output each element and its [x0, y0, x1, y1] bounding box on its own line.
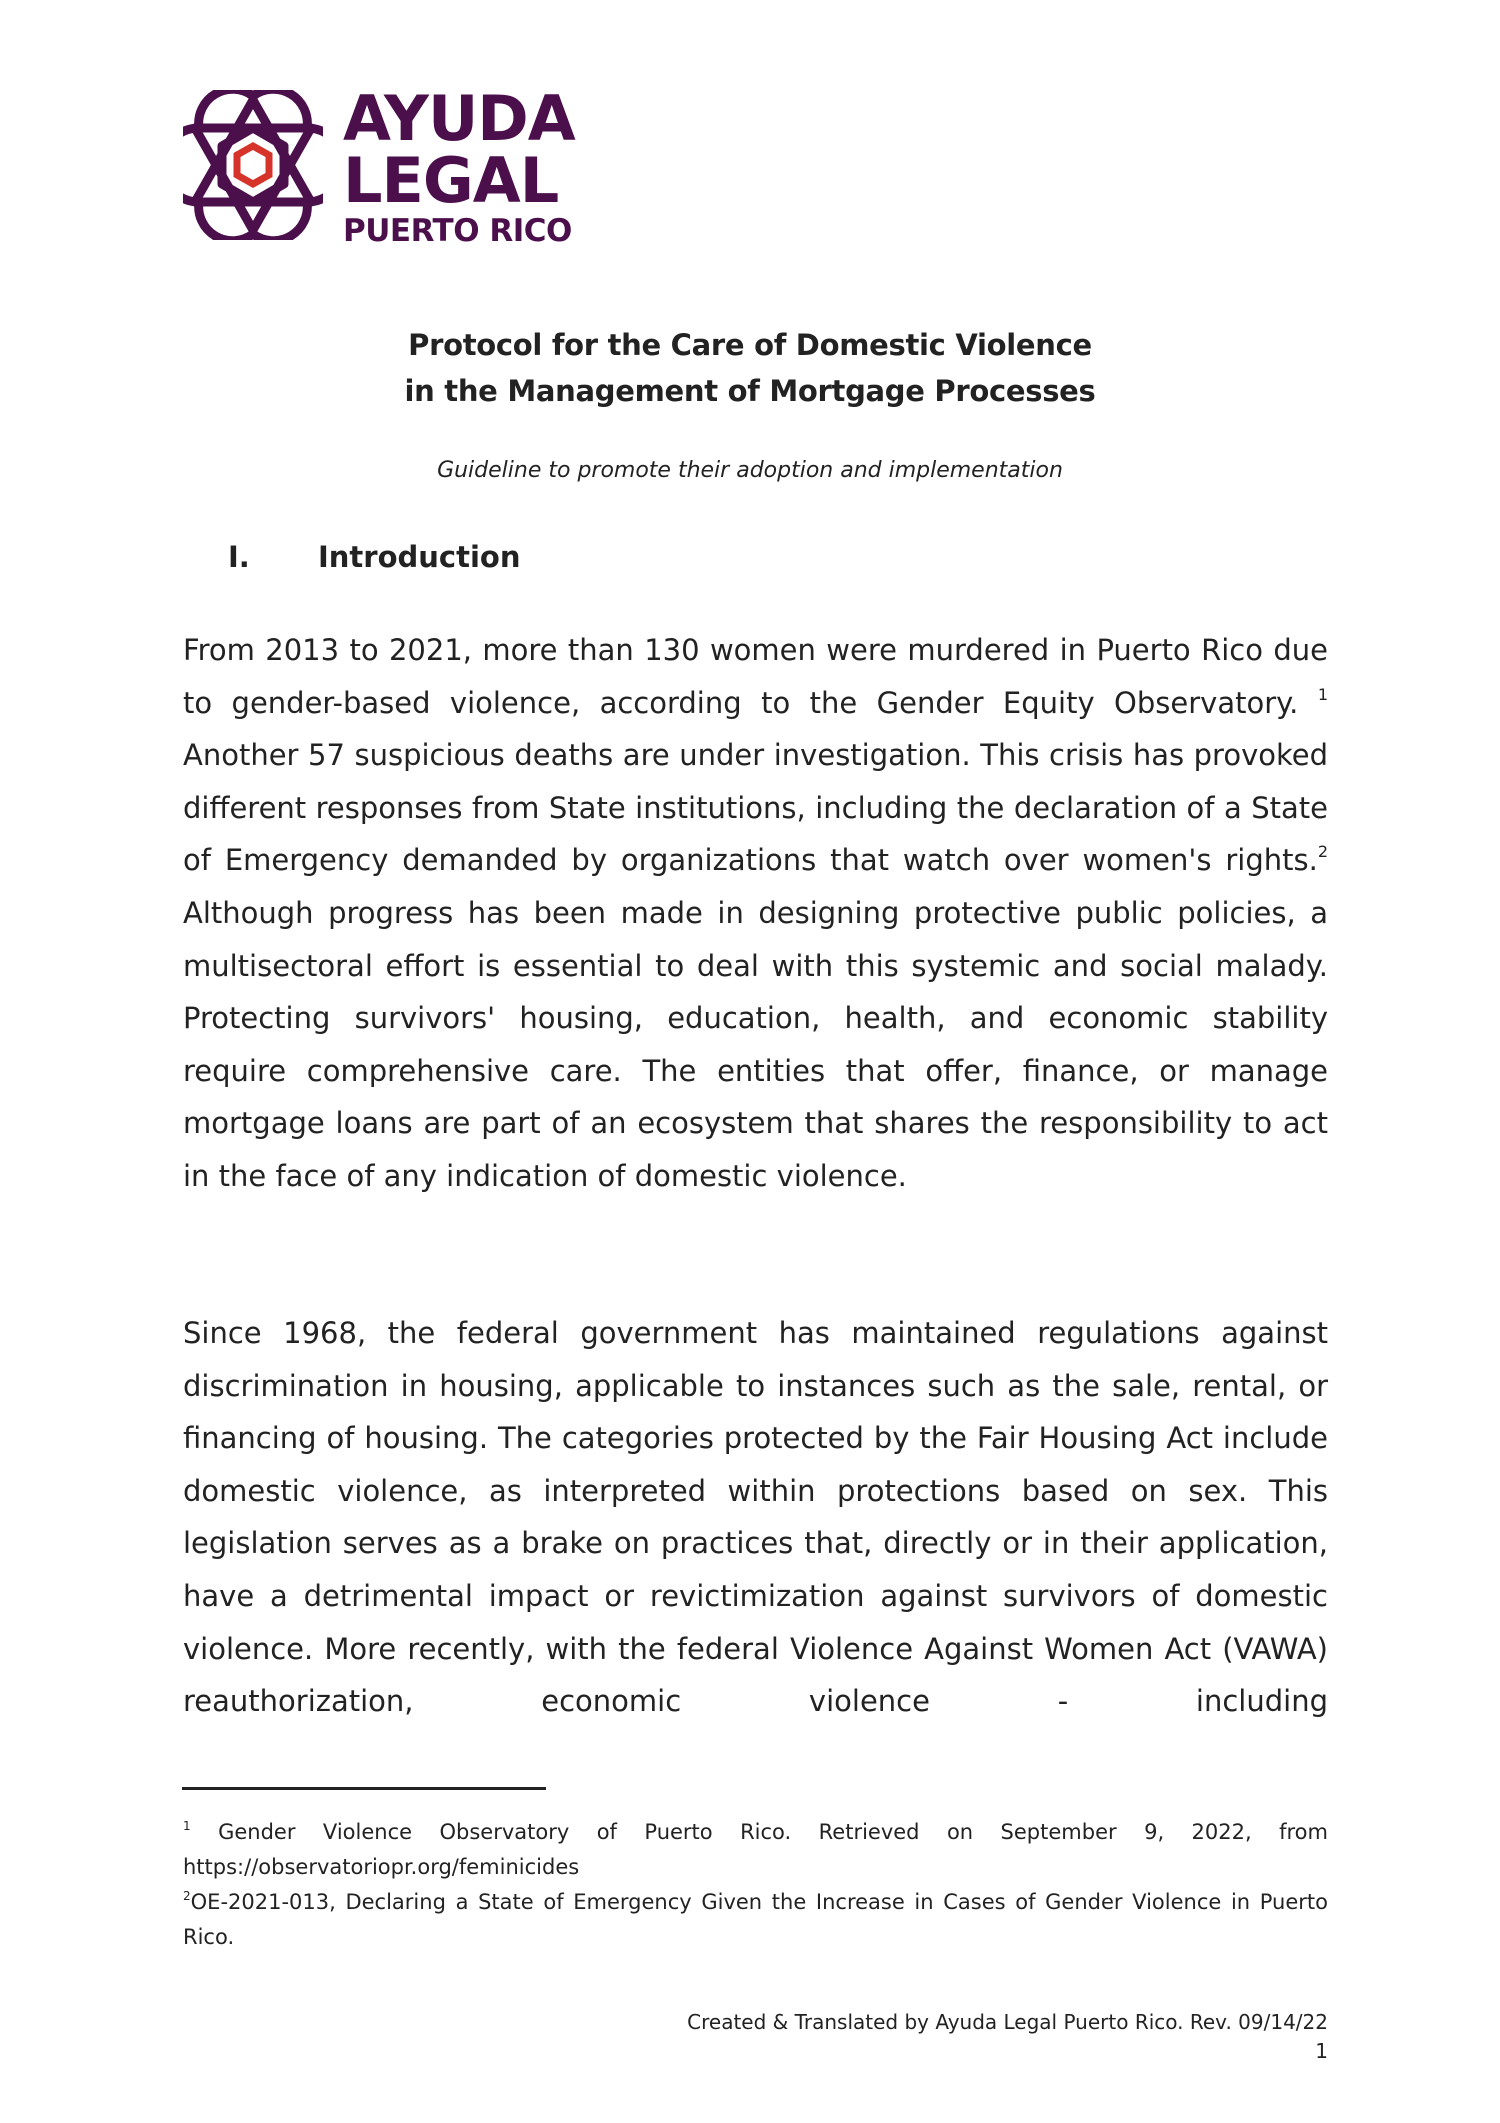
logo-wordmark — [343, 82, 575, 249]
page-footer — [687, 2008, 1328, 2066]
footnote-1 — [183, 1815, 1328, 1885]
section-title: Introduction — [318, 540, 521, 574]
body-paragraph-2: Since 1968, the federal government has maintained regulations against discrimination in housing, applicable to instances such as the sale, rental, or financing of housing. The categories protected by the Fair Housing Act include domestic violence, as interpreted within protections based on sex. This legislation serves as a brake on practices that, directly or in their application, have a detrimental impact or revictimization against survivors of domestic violence. More recently, with the federal Violence Against Women Act (VAWA) reauthorization, economic violence - including — [183, 1316, 1328, 1719]
footnote-2 — [183, 1885, 1328, 1955]
logo-line-ayuda: AYUDA — [343, 82, 575, 155]
title-line-2: in the Management of Mortgage Processes — [404, 374, 1096, 408]
logo-line-legal: LEGAL — [343, 144, 559, 217]
paragraph-text: Although progress has been made in designing protective public policies, a multisectoral effort is essential to deal with this systemic and social malady. Protecting survivors' housing, education, health, and economic stability require comprehensive care. The entities that offer, finance, or manage mortgage loans are part of an ecosystem that shares the responsibility to act in the face of any indication of domestic violence. — [183, 895, 1328, 1193]
footnote-mark-1: 1 — [183, 1819, 191, 1833]
page-number: 1 — [1315, 2039, 1328, 2063]
footnote-text-2: OE-2021-013, Declaring a State of Emergency Given the Increase in Cases of Gender Violence in Puerto Rico. — [183, 1890, 1328, 1949]
footer-credit: Created & Translated by Ayuda Legal Puerto Rico. Rev. 09/14/22 — [687, 2010, 1328, 2034]
ayuda-legal-logo — [183, 82, 575, 249]
footnotes — [183, 1815, 1328, 1955]
title-line-1: Protocol for the Care of Domestic Violence — [408, 328, 1092, 362]
footnote-mark-2: 2 — [183, 1889, 191, 1903]
body-paragraph-1 — [183, 624, 1328, 1203]
logo-line-puerto-rico: PUERTO RICO — [343, 213, 572, 249]
document-subtitle: Guideline to promote their adoption and implementation — [437, 458, 1063, 483]
footnote-ref-1[interactable]: 1 — [1317, 684, 1328, 704]
section-number: I. — [228, 540, 250, 574]
paragraph-text: From 2013 to 2021, more than 130 women were murdered in Puerto Rico due to gender-based violence, according to the Gender Equity Observatory. — [183, 633, 1328, 720]
document-title — [0, 322, 1500, 414]
paragraph-text: Another 57 suspicious deaths are under investigation. This crisis has provoked different responses from State institutions, including the declaration of a State of Emergency demanded by organizations that watch over women's rights. — [183, 738, 1328, 878]
hexagon-knot-emblem-icon — [183, 90, 323, 240]
footnote-text-1: Gender Violence Observatory of Puerto Rico. Retrieved on September 9, 2022, from https://observatoriopr.org/feminicides — [183, 1820, 1328, 1879]
footnote-ref-2[interactable]: 2 — [1317, 842, 1328, 862]
footnote-separator — [182, 1787, 546, 1790]
